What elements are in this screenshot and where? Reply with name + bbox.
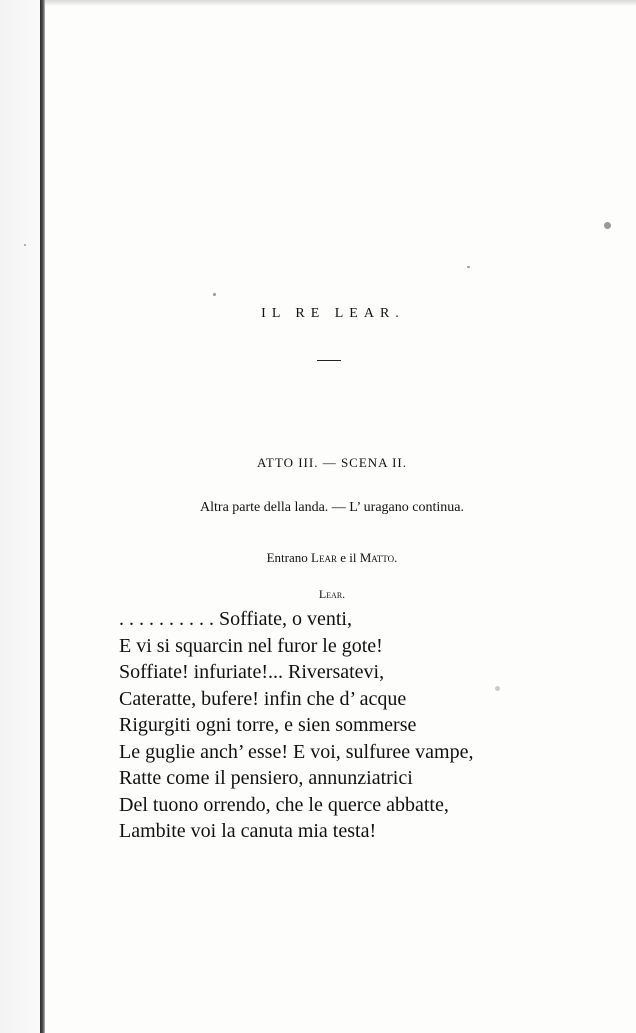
entrance-direction bbox=[0, 550, 636, 566]
verse-line: Del tuono orrendo, che le querce abbatte, bbox=[119, 793, 449, 816]
character-matto: Matto bbox=[359, 550, 395, 565]
ink-speck bbox=[467, 266, 470, 268]
verse-line: . . . . . . . . . . Soffiate, o venti, bbox=[119, 608, 352, 630]
verse-block bbox=[119, 606, 539, 845]
verse-line: Cateratte, bufere! infin che d’ acque bbox=[119, 687, 407, 710]
stage-direction: Altra parte della landa. — L’ uragano continua. bbox=[200, 500, 464, 515]
title-rule bbox=[317, 360, 341, 361]
entrance-suffix: . bbox=[394, 550, 398, 565]
verse-line: Rigurgiti ogni torre, e sien sommerse bbox=[119, 714, 417, 736]
verse-line: Soffiate! infuriate!... Riversatevi, bbox=[119, 661, 385, 683]
verse-line: Lambite voi la canuta mia testa! bbox=[119, 820, 377, 842]
verse-line: Ratte come il pensiero, annunziatrici bbox=[119, 767, 413, 789]
character-lear: Lear bbox=[311, 550, 337, 565]
ink-speck bbox=[604, 222, 611, 229]
page-top-edge bbox=[45, 0, 636, 6]
page-gutter bbox=[0, 0, 40, 1033]
verse-line: E vi si squarcin nel furor le gote! bbox=[119, 634, 383, 657]
speaker-name: Lear. bbox=[318, 587, 346, 601]
entrance-middle: e il bbox=[336, 550, 360, 565]
ink-speck bbox=[24, 244, 26, 246]
verse-line: Le guglie anch’ esse! E voi, sulfuree vampe, bbox=[119, 740, 474, 763]
act-heading: ATTO III. — SCENA II. bbox=[256, 455, 408, 470]
binding-edge bbox=[40, 0, 45, 1033]
running-title: IL RE LEAR. bbox=[261, 306, 405, 321]
ink-speck bbox=[213, 293, 216, 296]
entrance-prefix: Entrano bbox=[266, 550, 312, 565]
